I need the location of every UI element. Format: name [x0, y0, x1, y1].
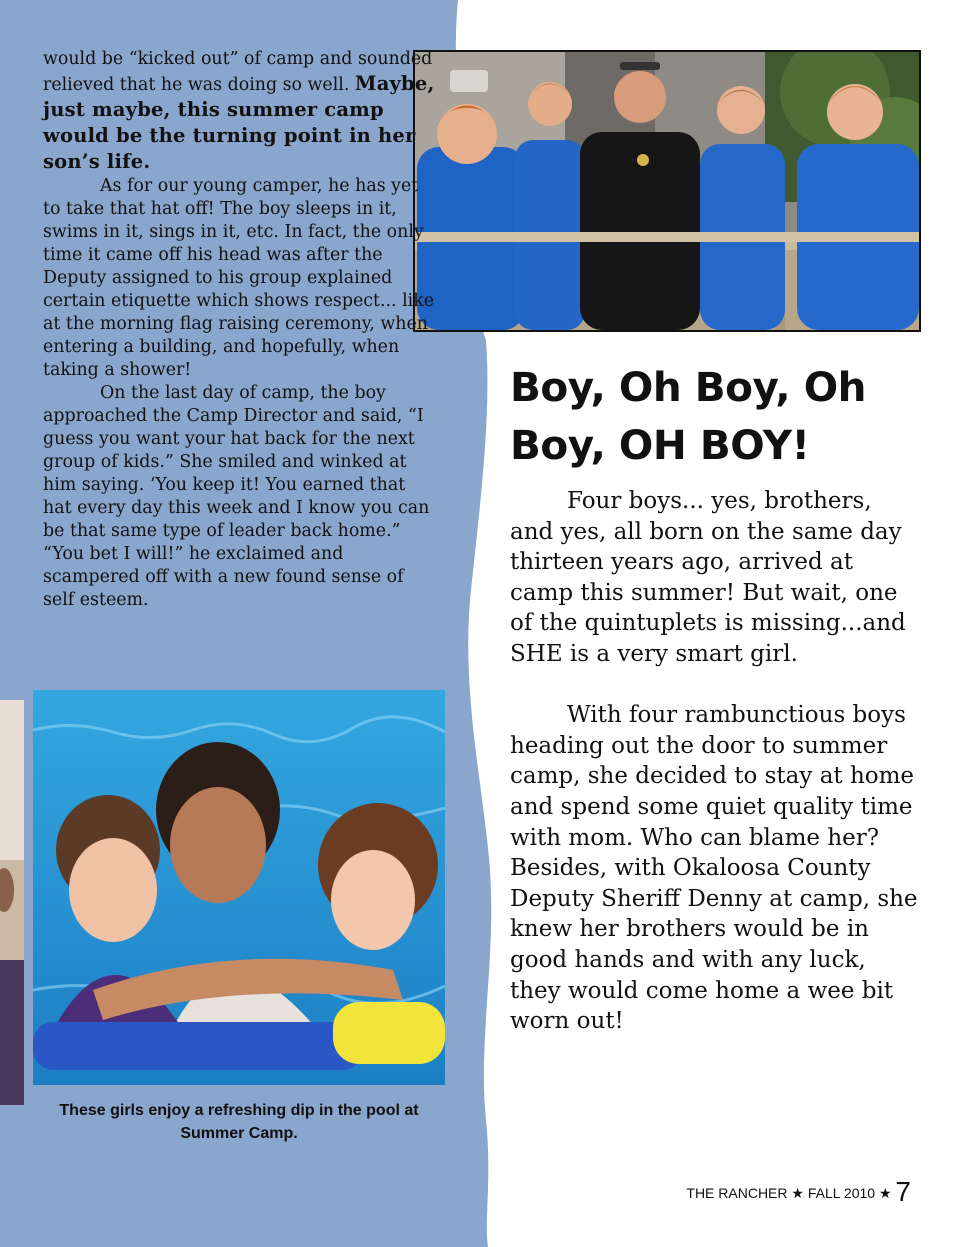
star-icon: ★	[878, 1185, 892, 1201]
pull-emphasis: Maybe, just maybe, this summer camp would be the turning point in her son’s life.	[43, 72, 435, 173]
page-footer	[686, 1176, 911, 1208]
left-paragraph-1	[43, 48, 438, 175]
article-headline: Boy, Oh Boy, Oh Boy, OH BOY!	[510, 363, 866, 469]
right-paragraph-1: Four boys... yes, brothers, and yes, all born on the same day thirteen years ago, arrived at camp this summer! But wait, one of the quintuplets is missing...and SHE is a very smart girl.	[510, 488, 906, 667]
left-paragraph-3: On the last day of camp, the boy approached the Camp Director and said, “I guess you want your hat back for the next group of kids.” She smiled and winked at him saying. ‘You keep it! You earned that hat every day this week and I know you can be that same type of leader back home.” “You bet I will!” he exclaimed and scampered off with a new found sense of self esteem.	[43, 383, 430, 610]
photo-caption: These girls enjoy a refreshing dip in the pool at Summer Camp.	[59, 1102, 419, 1142]
left-paragraph-2: As for our young camper, he has yet to take that hat off! The boy sleeps in it, swims in it, sings in it, etc. In fact, the only time it came off his head was after the Deputy assigned to his group explained certain etiquette which shows respect... like at the morning flag raising ceremony, when entering a building, and hopefully, when taking a shower!	[43, 176, 435, 380]
footer-publication: THE RANCHER	[686, 1185, 788, 1201]
photo-girls-in-pool	[33, 690, 445, 1085]
left-paragraph-1-lead: would be “kicked out” of camp and sounded relieved that he was doing so well.	[43, 49, 433, 95]
star-icon: ★	[791, 1185, 804, 1201]
photo-edge-strip	[0, 700, 24, 1105]
right-paragraph-2: With four rambunctious boys heading out the door to summer camp, she decided to stay at home and spend some quiet quality time with mom. Who can blame her? Besides, with Okaloosa County Deputy Sheriff Denny at camp, she knew her brothers would be in good hands and with any luck, they would come home a wee bit worn out!	[510, 702, 918, 1035]
page-number: 7	[895, 1176, 911, 1207]
left-column-article	[43, 48, 438, 612]
footer-issue: FALL 2010	[807, 1185, 876, 1201]
right-column-article	[510, 486, 920, 1037]
photo-boys-with-deputy	[413, 50, 921, 332]
